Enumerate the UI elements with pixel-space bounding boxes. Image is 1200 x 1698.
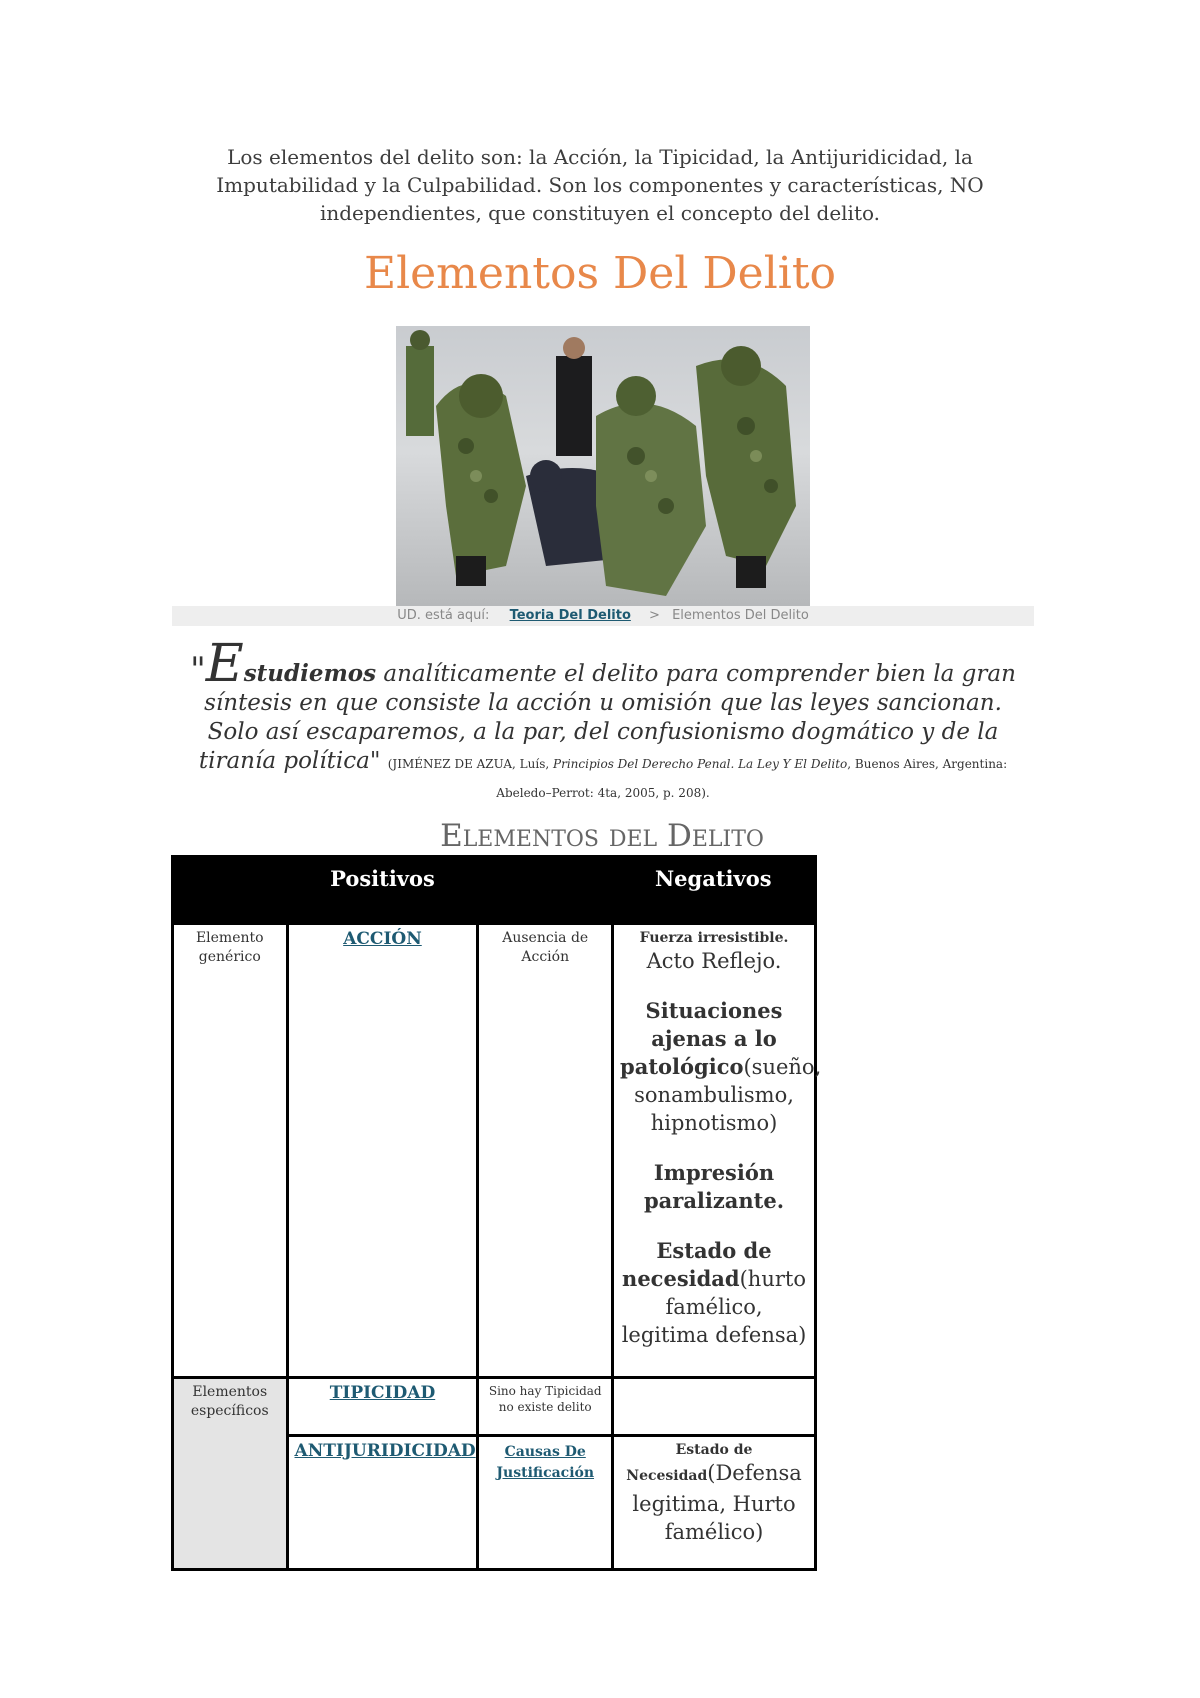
- quote-block: [178, 634, 1028, 805]
- quote-citation: [388, 757, 1007, 800]
- quote-bold-word: studiemos: [243, 660, 377, 687]
- cell-empty-tipicidad: [613, 1378, 816, 1436]
- header-positivos: Positivos: [287, 857, 478, 924]
- link-causas-justificacion[interactable]: Causas De Justificación: [496, 1444, 595, 1481]
- neg-situaciones-detail: (sueño, sonambulismo, hipnotismo): [634, 1055, 822, 1135]
- cell-antijuridicidad: [287, 1436, 478, 1570]
- cell-sin-tipicidad: Sino hay Tipicidad no existe delito: [478, 1378, 613, 1436]
- table-header-row: [173, 857, 816, 924]
- soldiers-arrest-photo: [396, 326, 810, 606]
- neg-acto-reflejo: Acto Reflejo.: [646, 949, 782, 973]
- cell-accion: [287, 924, 478, 1378]
- neg-estado-necesidad: Estado de necesidad: [622, 1238, 772, 1291]
- intro-paragraph: Los elementos del delito son: la Acción, la Tipicidad, la Antijuridicidad, la Imputabilidad y la Culpabilidad. Son los componentes y características, NO independientes, que constituyen el concepto del delito.: [216, 145, 984, 225]
- cell-negativos-accion: [613, 924, 822, 1378]
- breadcrumb-separator: >: [649, 608, 660, 623]
- neg-estado-detail: (hurto famélico, legitima defensa): [621, 1267, 807, 1347]
- cell-tipicidad: [287, 1378, 478, 1436]
- row-label-especificos: Elementos específicos: [173, 1378, 288, 1570]
- breadcrumb: [172, 606, 1034, 626]
- citation-author: (JIMÉNEZ DE AZUA, Luís,: [387, 757, 550, 771]
- table-row-tipicidad: [173, 1378, 816, 1436]
- quote-open-mark: ": [190, 650, 206, 690]
- quote-close-mark: ": [369, 748, 381, 774]
- table-title: Elementos del Delito: [440, 818, 764, 854]
- breadcrumb-prefix: UD. está aquí:: [397, 608, 490, 623]
- header-blank: [173, 857, 288, 924]
- header-blank-2: [478, 857, 613, 924]
- neg-necesidad: Necesidad: [626, 1468, 708, 1484]
- link-accion[interactable]: ACCIÓN: [343, 929, 422, 949]
- citation-work: Principios Del Derecho Penal. La Ley Y El Delito: [553, 757, 848, 771]
- row-label-generico: Elemento genérico: [173, 924, 288, 1378]
- citation-rest: , Buenos Aires, Argentina: Abeledo–Perrot: 4ta, 2005, p. 208).: [496, 757, 1008, 800]
- neg-impresion: Impresión paralizante.: [643, 1160, 785, 1213]
- quote-drop-letter: E: [205, 634, 244, 694]
- link-tipicidad[interactable]: TIPICIDAD: [329, 1383, 436, 1403]
- header-negativos: Negativos: [613, 857, 816, 924]
- neg-fuerza: Fuerza irresistible.: [639, 930, 789, 946]
- link-antijuridicidad[interactable]: ANTIJURIDICIDAD: [294, 1441, 476, 1461]
- breadcrumb-current: Elementos Del Delito: [672, 608, 809, 623]
- cell-negativos-antijuridicidad: [613, 1436, 816, 1570]
- elements-table: [171, 855, 822, 1571]
- cell-causas: [478, 1436, 613, 1570]
- neg-situaciones: Situaciones ajenas a lo patológico: [620, 998, 783, 1079]
- page-title: Elementos Del Delito: [363, 248, 837, 299]
- neg-necesidad-detail: (Defensa legitima, Hurto famélico): [632, 1461, 802, 1544]
- table-row-accion: [173, 924, 816, 1378]
- breadcrumb-link-teoria[interactable]: Teoria Del Delito: [509, 608, 631, 623]
- neg-estado-de: Estado de: [675, 1442, 753, 1458]
- quote-text: analíticamente el delito para comprender bien la gran síntesis en que consiste la acción u omisión que las leyes sancionan. Solo así escaparemos, a la par, del confusionismo dogmático y de la tiranía política: [198, 661, 1016, 774]
- cell-ausencia-accion: Ausencia de Acción: [478, 924, 613, 1378]
